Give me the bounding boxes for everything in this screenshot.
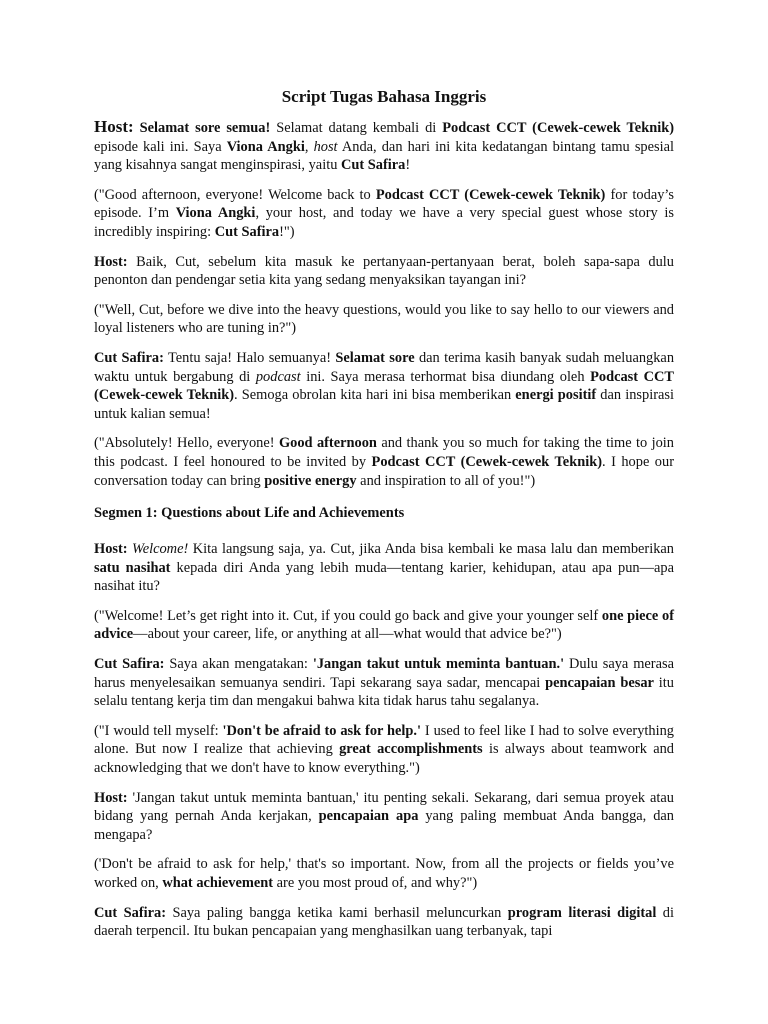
text-run: ("Well, Cut, before we dive into the heavy questions, would you like to say hello to our viewers and loyal listeners who are tuning in?") [94, 301, 674, 337]
text-run: Tentu saja! Halo semuanya! [163, 349, 336, 366]
bold-text: great accomplishments [339, 741, 483, 758]
text-run: . Semoga obrolan kita hari ini bisa memberikan [234, 387, 516, 404]
text-run: episode kali ini. Saya [94, 138, 227, 155]
text-run: ('Don't be afraid to ask for help,' that's so important. Now, from all the projects or fields you’ve worked on, [94, 856, 674, 891]
script-paragraph [94, 253, 674, 290]
script-paragraph [94, 349, 674, 423]
text-run: dan inspirasi untuk kalian semua! [94, 387, 674, 422]
document-title: Script Tugas Bahasa Inggris [281, 87, 487, 106]
bold-text: 'Don't be afraid to ask for help.' [222, 722, 422, 739]
bold-text: Podcast CCT (Cewek-cewek Teknik) [371, 453, 602, 470]
script-paragraph [94, 655, 674, 711]
bold-text: positive energy [264, 472, 357, 489]
text-run: ("Good afternoon, everyone! Welcome back to [94, 186, 376, 203]
segment-1-section [94, 540, 674, 941]
italic-text: podcast [255, 368, 301, 385]
text-run: !") [279, 223, 295, 240]
text-run: are you most proud of, and why?") [273, 875, 478, 891]
text-run: Dulu saya merasa harus menyelesaikan semuanya sendiri. Tapi sekarang saya sadar, mencapai [94, 656, 674, 691]
bold-text: Podcast CCT (Cewek-cewek Teknik) [375, 186, 606, 203]
bold-text: satu nasihat [94, 559, 171, 576]
bold-text: one piece of advice [94, 607, 674, 643]
text-run: —about your career, life, or anything at all—what would that advice be?") [133, 626, 562, 643]
text-run: for today’s episode. I’m [94, 186, 674, 222]
text-run: Saya akan mengatakan: [164, 656, 313, 673]
script-paragraph [94, 855, 674, 892]
text-run: and thank you so much for taking the time to join this podcast. I feel honoured to be invited by [94, 435, 674, 470]
script-paragraph [94, 607, 674, 644]
text-run: dan terima kasih banyak sudah meluangkan waktu untuk bergabung di [94, 349, 675, 385]
text-run: Selamat datang kembali di [270, 120, 443, 136]
script-paragraph [94, 540, 674, 596]
text-run: ("Absolutely! Hello, everyone! [94, 435, 279, 452]
text-run: itu selalu tentang kerja tim dan mengakui bahwa kita tidak harus tahu segalanya. [94, 674, 674, 710]
text-run: is always about teamwork and acknowledging that we don't have to know everything.") [94, 741, 675, 777]
bold-text: Host: [94, 253, 128, 270]
text-run: di daerah terpencil. Itu bukan pencapaian yang menghasilkan uang terbanyak, tapi [94, 904, 674, 940]
script-paragraph [94, 434, 674, 490]
bold-text: what achievement [162, 875, 274, 891]
script-paragraph [94, 789, 674, 845]
italic-text: host [313, 138, 338, 155]
text-run: ! [405, 157, 411, 174]
bold-text: Host: [94, 541, 128, 558]
bold-text: Cut Safira [214, 223, 280, 240]
text-run: , [304, 138, 314, 155]
script-paragraph [94, 722, 674, 778]
segment-heading: Segmen 1: Questions about Life and Achievements [94, 505, 405, 522]
text-run: 'Jangan takut untuk meminta bantuan,' itu penting sekali. Sekarang, dari semua proyek atau bidang yang pernah Anda kerjakan, [94, 789, 674, 825]
bold-text: program literasi digital [507, 904, 657, 921]
bold-text: energi positif [515, 387, 597, 404]
text-run: yang paling membuat Anda bangga, dan mengapa? [94, 808, 674, 843]
script-paragraph [94, 186, 674, 242]
text-run: ini. Saya merasa terhormat bisa diundang oleh [300, 368, 591, 385]
text-run: ("Welcome! Let’s get right into it. Cut, if you could go back and give your younger self [94, 607, 602, 624]
bold-text: Cut Safira: [94, 656, 165, 673]
bold-text: pencapaian apa [318, 808, 419, 825]
bold-text: Good afternoon [278, 435, 377, 452]
bold-text: Selamat sore [335, 349, 415, 366]
bold-text: Host: [94, 789, 128, 806]
bold-text: Podcast CCT (Cewek-cewek Teknik) [94, 368, 675, 404]
intro-section [94, 118, 674, 490]
bold-text: Selamat sore semua! [139, 120, 271, 136]
text-run: Baik, Cut, sebelum kita masuk ke pertanyaan-pertanyaan berat, boleh sapa-sapa dulu penonton dan pendengar setia kita yang sedang menyaksikan tayangan ini? [94, 253, 674, 289]
script-paragraph [94, 301, 674, 338]
text-run: . I hope our conversation today can bring [94, 453, 674, 489]
text-run: kepada diri Anda yang lebih muda—tentang karier, kehidupan, atau apa pun—apa nasihat itu? [94, 559, 674, 595]
script-paragraph [94, 118, 674, 175]
bold-text: Cut Safira: [94, 904, 167, 921]
text-run: and inspiration to all of you!") [356, 472, 536, 489]
text-run: Anda, dan hari ini kita kedatangan bintang tamu spesial yang kisahnya sangat menginspirasi, yaitu [94, 138, 674, 174]
bold-text: Viona Angki [226, 138, 305, 155]
bold-text: Cut Safira [341, 157, 406, 174]
bold-text: 'Jangan takut untuk meminta bantuan.' [312, 656, 565, 673]
text-run: , your host, and today we have a very special guest whose story is incredibly inspiring: [94, 205, 674, 240]
bold-text: pencapaian besar [545, 674, 654, 691]
script-paragraph [94, 904, 674, 941]
bold-text: Cut Safira: [94, 349, 164, 366]
italic-text: Welcome! [132, 541, 189, 558]
bold-text: Podcast CCT (Cewek-cewek Teknik) [442, 120, 674, 136]
text-run: Kita langsung saja, ya. Cut, jika Anda bisa kembali ke masa lalu dan memberikan [188, 541, 674, 558]
text-run: I used to feel like I had to solve everything alone. But now I realize that achieving [94, 722, 674, 758]
bold-text: Viona Angki [175, 205, 256, 222]
text-run: ("I would tell myself: [94, 722, 223, 739]
text-run: Saya paling bangga ketika kami berhasil meluncurkan [166, 904, 508, 921]
bold-text: Host: [94, 117, 134, 136]
